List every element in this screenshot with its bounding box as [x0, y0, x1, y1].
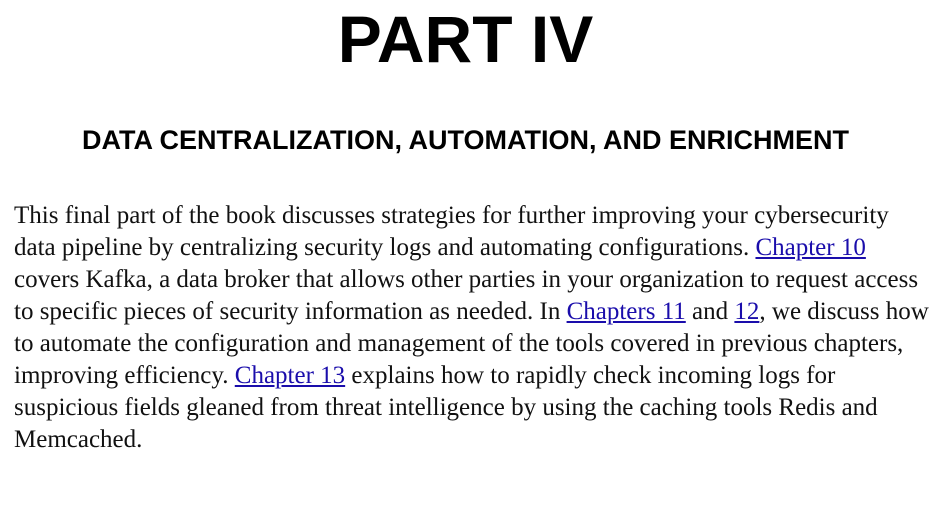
paragraph-text: and: [685, 298, 735, 325]
link-chapter-12[interactable]: 12: [734, 298, 760, 325]
intro-paragraph: [14, 200, 931, 456]
paragraph-text: , we discuss how to automate the configuration and management of the tools covered in previous chapters, improving efficiency.: [14, 298, 929, 389]
paragraph-text: covers Kafka, a data broker that allows other parties in your organization to request access to specific pieces of security information as needed. In: [14, 266, 919, 325]
link-chapter-10[interactable]: Chapter 10: [755, 234, 866, 261]
paragraph-text: explains how to rapidly check incoming logs for suspicious fields gleaned from threat intelligence by using the caching tools Redis and Memcached.: [14, 362, 878, 453]
link-chapter-11[interactable]: Chapters 11: [566, 298, 686, 325]
document-page: [0, 2, 931, 514]
part-title: PART IV: [337, 2, 594, 76]
paragraph-text: This final part of the book discusses strategies for further improving your cybersecurity data pipeline by centralizing security logs and automating configurations.: [14, 202, 889, 261]
part-subtitle: DATA CENTRALIZATION, AUTOMATION, AND ENRICHMENT: [82, 125, 849, 155]
link-chapter-13[interactable]: Chapter 13: [234, 362, 346, 389]
